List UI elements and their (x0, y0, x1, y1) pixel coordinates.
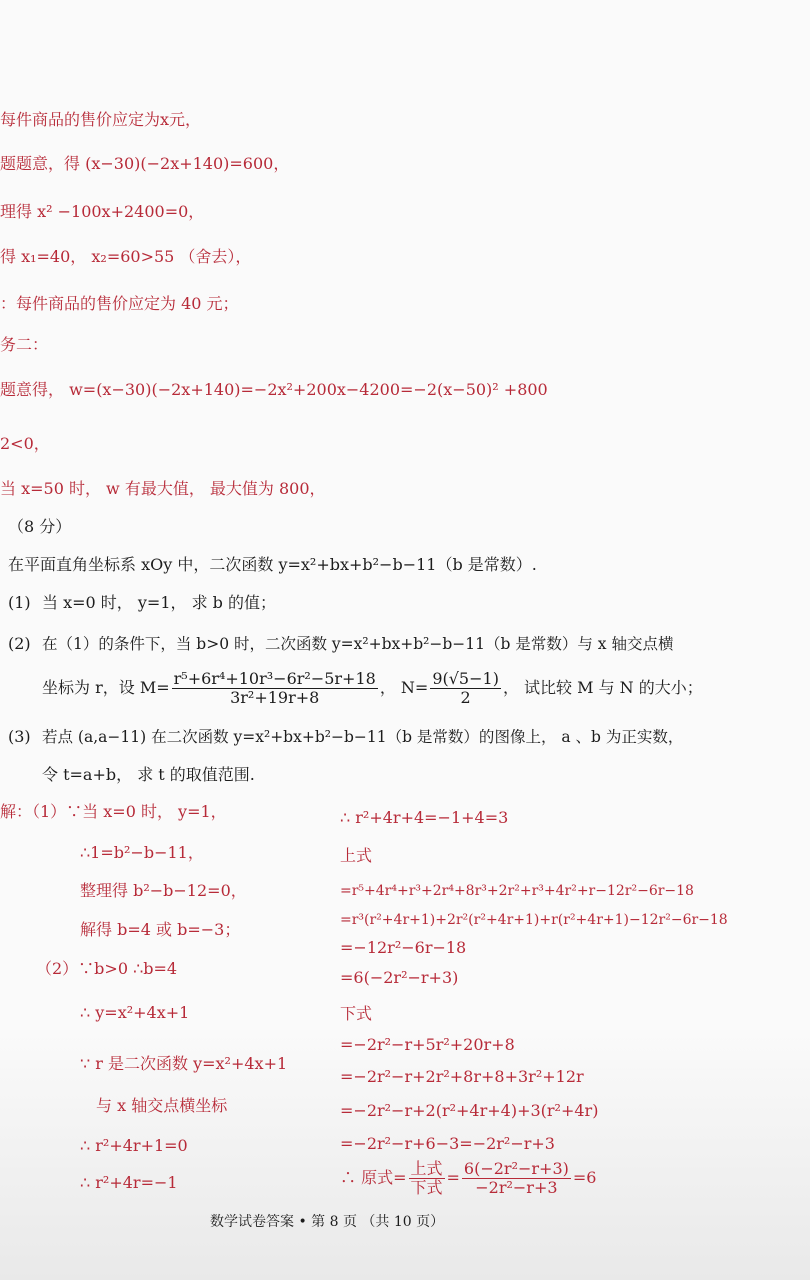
part2-label: 务二： (0, 335, 49, 354)
fraction-result-numerator: 6(−2r²−r+3) (463, 1159, 569, 1178)
fraction-m (172, 670, 378, 707)
solution-line-2: 题题意，得 (x−30)(−2x+140)=600， (0, 154, 290, 173)
question-part1-number: (1) (8, 593, 31, 612)
answer-right-12-post: =6 (572, 1168, 597, 1187)
answer-left-9: ∴ r²+4r+1=0 (80, 1136, 188, 1155)
answer-right-4: =r³(r²+4r+1)+2r²(r²+4r+1)+r(r²+4r+1)−12r²−6r−18 (340, 912, 728, 928)
answer-left-10: ∴ r²+4r=−1 (80, 1173, 178, 1192)
fraction-m-denominator: 3r²+19r+8 (230, 688, 320, 707)
answer-right-6: =6(−2r²−r+3) (340, 968, 459, 987)
answer-right-12-eq: = (446, 1168, 460, 1187)
answer-left-6: ∴ y=x²+4x+1 (80, 1003, 190, 1022)
question-part3-line2: 令 t=a+b， 求 t 的取值范围. (42, 765, 255, 784)
solution-line-3: 理得 x² −100x+2400=0， (0, 202, 205, 221)
question-stem: 在平面直角坐标系 xOy 中，二次函数 y=x²+bx+b²−b−11（b 是常数）. (8, 555, 537, 574)
solution2-line-2: 2<0， (0, 434, 50, 453)
answer-left-1: 解：（1）∵当 x=0 时， y=1， (0, 802, 227, 821)
answer-right-3: =r⁵+4r⁴+r³+2r⁴+8r³+2r²+r³+4r²+r−12r²−6r−18 (340, 883, 694, 899)
fraction-n-numerator: 9(√5−1) (432, 669, 499, 688)
answer-left-3: 整理得 b²−b−12=0， (80, 881, 247, 900)
answer-right-5: =−12r²−6r−18 (340, 938, 467, 957)
question-part2-number: (2) (8, 634, 31, 653)
fraction-upper: 上式 (410, 1159, 443, 1178)
solution2-line-1: 题意得， w=(x−30)(−2x+140)=−2x²+200x−4200=−2(x−50)² +800 (0, 380, 548, 399)
question-part2-line1: 在（1）的条件下，当 b>0 时，二次函数 y=x²+bx+b²−b−11（b 是常数）与 x 轴交点横 (42, 635, 674, 653)
answer-left-7: ∵ r 是二次函数 y=x²+4x+1 (80, 1054, 288, 1073)
question-part2-post: ， 试比较 M 与 N 的大小； (502, 678, 703, 697)
question-part2-line2 (42, 670, 703, 707)
fraction-lower: 下式 (410, 1178, 443, 1197)
question-part2-mid: ， N= (379, 678, 429, 697)
answer-right-2: 上式 (340, 846, 373, 865)
fraction-result-denominator: −2r²−r+3 (475, 1178, 558, 1197)
answer-right-7: 下式 (340, 1004, 373, 1023)
question-part2-pre: 坐标为 r，设 M= (42, 678, 170, 697)
answer-left-5: （2）∵b>0 ∴b=4 (36, 959, 178, 978)
answer-left-2: ∴1=b²−b−11， (80, 843, 204, 862)
solution-line-5: ：每件商品的售价应定为 40 元； (0, 294, 239, 313)
solution-line-4: 得 x₁=40， x₂=60>55 （舍去）， (0, 247, 252, 266)
question-points: （8 分） (8, 517, 72, 536)
answer-right-1: ∴ r²+4r+4=−1+4=3 (340, 808, 509, 827)
answer-right-12-pre: ∴ 原式= (340, 1168, 407, 1187)
answer-left-4: 解得 b=4 或 b=−3； (80, 920, 241, 939)
answer-right-12 (340, 1160, 596, 1197)
question-part1: 当 x=0 时， y=1， 求 b 的值； (42, 593, 276, 612)
answer-left-8: 与 x 轴交点横坐标 (96, 1096, 228, 1115)
fraction-upper-lower (409, 1160, 445, 1197)
fraction-n (430, 670, 501, 707)
fraction-result (462, 1160, 571, 1197)
fraction-n-denominator: 2 (460, 688, 471, 707)
question-part3-line1: 若点 (a,a−11) 在二次函数 y=x²+bx+b²−b−11（b 是常数）的图像上， a 、b 为正实数， (42, 728, 684, 746)
fraction-m-numerator: r⁵+6r⁴+10r³−6r²−5r+18 (173, 669, 376, 688)
answer-right-10: =−2r²−r+2(r²+4r+4)+3(r²+4r) (340, 1101, 599, 1120)
answer-right-11: =−2r²−r+6−3=−2r²−r+3 (340, 1134, 555, 1153)
solution-line-1: 每件商品的售价应定为x元， (0, 110, 202, 129)
answer-right-9: =−2r²−r+2r²+8r+8+3r²+12r (340, 1067, 584, 1086)
solution2-line-3: 当 x=50 时， w 有最大值， 最大值为 800， (0, 479, 326, 498)
question-part3-number: (3) (8, 727, 31, 746)
answer-right-8: =−2r²−r+5r²+20r+8 (340, 1035, 515, 1054)
page-footer: 数学试卷答案 • 第 8 页 （共 10 页） (210, 1214, 445, 1230)
